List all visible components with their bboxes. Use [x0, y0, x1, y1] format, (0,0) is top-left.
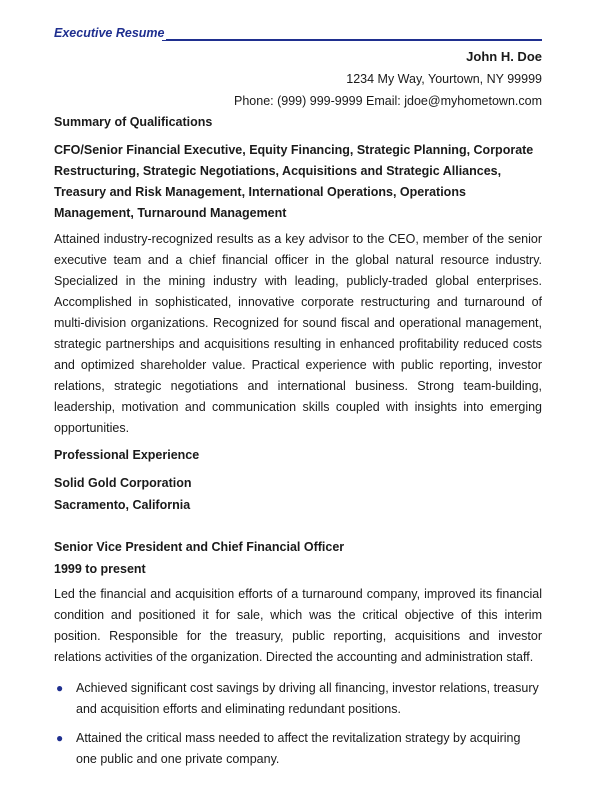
contact-address: 1234 My Way, Yourtown, NY 99999 — [346, 72, 542, 86]
company-name: Solid Gold Corporation — [54, 476, 192, 490]
contact-name: John H. Doe — [466, 49, 542, 64]
achievement-list — [54, 678, 542, 778]
bullet-icon: ● — [56, 731, 64, 745]
company-location: Sacramento, California — [54, 498, 191, 512]
list-item — [54, 678, 542, 720]
bullet-text: Attained the critical mass needed to affect the revitalization strategy by acquiring one public and one private company. — [76, 731, 521, 766]
job-description: Led the financial and acquisition efforts of a turnaround company, improved its financial condition and positioned it for sale, which was the critical objective of this interim position. Responsible for the treasury, public reporting, acquisitions and investor relations activities of the organization. Directed the accounting and administration staff. — [54, 587, 542, 664]
summary-paragraph: Attained industry-recognized results as a key advisor to the CEO, member of the senior executive team and a chief financial officer in the global natural resource industry. Specialized in the mining industry with leading, publicly-traded global enterprises. Accomplished in sophisticated, innovative corporate restructuring and turnaround of multi-division organizations. Recognized for sound fiscal and operational management, strategic partnerships and acquisitions resulting in enhanced profitability reduced costs and optimized shareholder value. Practical experience with public reporting, investor relations, strategic negotiations and international business. Strong team-building, leadership, motivation and communication skills coupled with insights into emerging opportunities. — [54, 232, 542, 435]
list-item — [54, 728, 542, 770]
bullet-text: Achieved significant cost savings by driving all financing, investor relations, treasury and acquisition efforts and eliminating redundant positions. — [76, 681, 539, 716]
qualifications-list: CFO/Senior Financial Executive, Equity Financing, Strategic Planning, Corporate Restructuring, Strategic Negotiations, Acquisitions and Strategic Alliances, Treasury and Risk Management, International Operations, Operations Management, Turnaround Management — [54, 143, 534, 220]
job-title: Senior Vice President and Chief Financial Officer — [54, 540, 345, 554]
job-dates: 1999 to present — [54, 562, 146, 576]
document-title: Executive Resume — [54, 26, 165, 40]
document-header — [54, 26, 542, 46]
bullet-icon: ● — [56, 681, 64, 695]
summary-heading: Summary of Qualifications — [54, 115, 213, 129]
header-rule — [162, 39, 542, 41]
experience-heading: Professional Experience — [54, 448, 200, 462]
contact-phone-email: Phone: (999) 999-9999 Email: jdoe@myhometown.com — [234, 94, 542, 108]
